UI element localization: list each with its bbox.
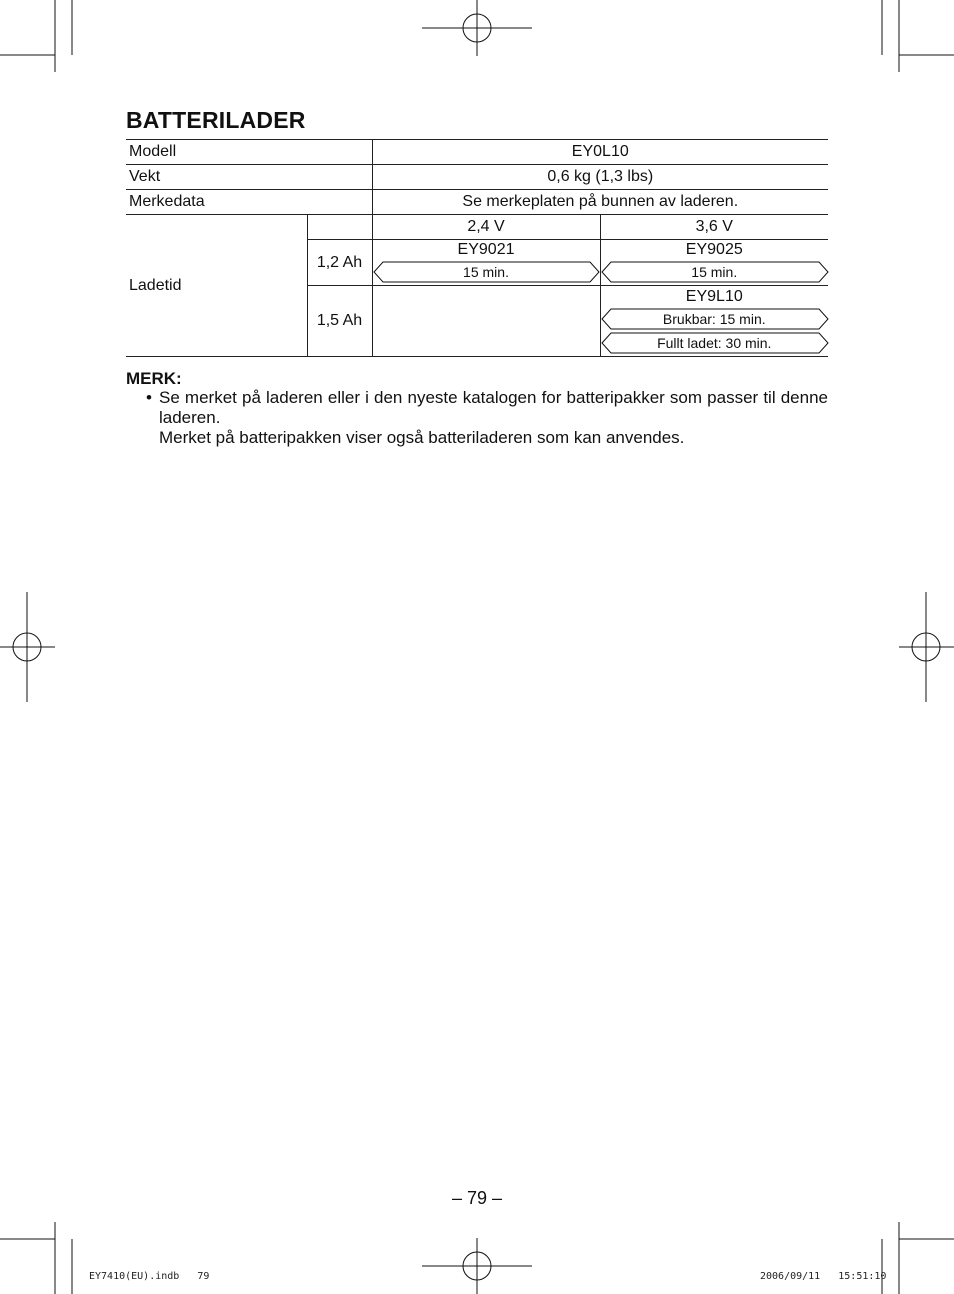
- registration-mark-bottom: [422, 1238, 532, 1294]
- table-row: [126, 165, 828, 190]
- pack-label: EY9025: [685, 241, 743, 258]
- footer-filename: EY7410(EU).indb 79: [89, 1271, 210, 1282]
- bullet-marker: •: [146, 388, 152, 407]
- table-row: [126, 190, 828, 215]
- charge-time: 15 min.: [691, 264, 738, 280]
- footer-timestamp: 2006/09/11 15:51:10: [760, 1271, 887, 1282]
- charge-time-tag: [601, 261, 829, 283]
- pack-cell-12-36: [600, 240, 828, 286]
- vekt-value: 0,6 kg (1,3 lbs): [372, 165, 828, 190]
- charge-time-tag: [601, 332, 829, 354]
- charge-time: Brukbar: 15 min.: [662, 310, 766, 327]
- voltage-header-24: 2,4 V: [372, 215, 600, 240]
- charge-time: Fullt ladet: 30 min.: [657, 334, 772, 351]
- note-body: [146, 388, 828, 448]
- registration-mark-right: [899, 592, 954, 702]
- modell-label: Modell: [126, 140, 372, 165]
- pack-label: EY9L10: [685, 287, 743, 305]
- capacity-12: 1,2 Ah: [307, 240, 372, 286]
- modell-value: EY0L10: [372, 140, 828, 165]
- empty-cell: [372, 286, 600, 357]
- empty-cell: [307, 215, 372, 240]
- note-text: Se merket på laderen eller i den nyeste katalogen for batteripakker som passer til denne laderen.: [159, 388, 828, 427]
- capacity-15: 1,5 Ah: [307, 286, 372, 357]
- table-row: [126, 140, 828, 165]
- pack-cell-15-36: [600, 286, 828, 357]
- section-heading: BATTERILADER: [126, 107, 306, 133]
- charge-time: 15 min.: [463, 264, 509, 280]
- voltage-header-36: 3,6 V: [600, 215, 828, 240]
- charge-time-tag: [601, 308, 829, 330]
- registration-mark-left: [0, 592, 55, 702]
- ladetid-label: Ladetid: [126, 215, 307, 357]
- merkedata-label: Merkedata: [126, 190, 372, 215]
- vekt-label: Vekt: [126, 165, 372, 190]
- pack-label: EY9021: [457, 241, 515, 258]
- page-number: – 79 –: [451, 1188, 503, 1208]
- registration-mark-top: [422, 0, 532, 56]
- note-title: MERK:: [126, 369, 182, 388]
- pack-cell-12-24: [372, 240, 600, 286]
- charge-time-tag: [373, 261, 600, 283]
- merkedata-value: Se merkeplaten på bunnen av laderen.: [372, 190, 828, 215]
- note-text: Merket på batteripakken viser også batteriladeren som kan anvendes.: [159, 428, 685, 447]
- specification-table: [126, 139, 828, 357]
- table-row: [126, 215, 828, 240]
